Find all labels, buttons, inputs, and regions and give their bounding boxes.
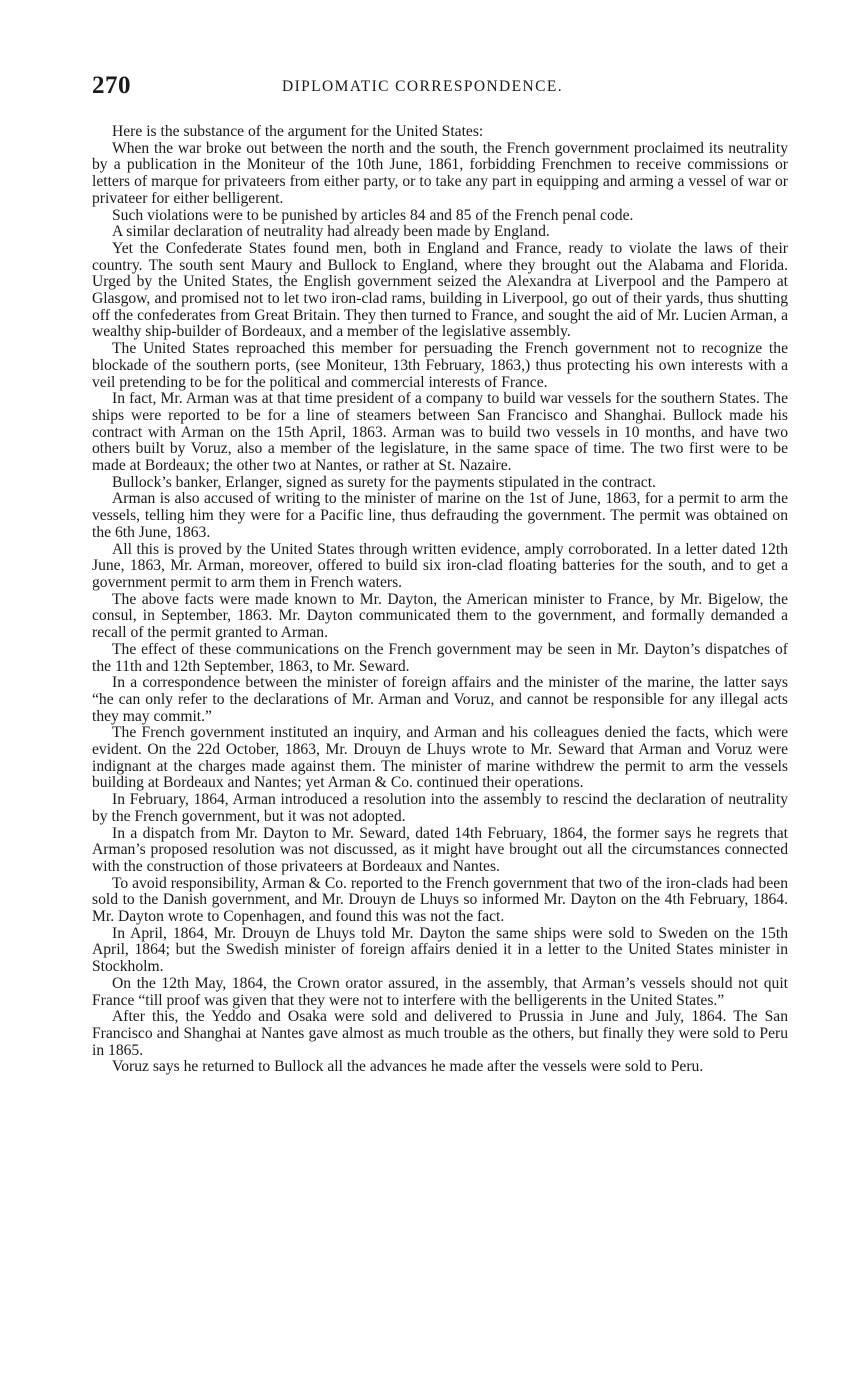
paragraph: All this is proved by the United States through written evidence, amply corroborated. In a letter dated 12th June, 1863, Mr. Arman, moreover, offered to build six iron-clad floating batteries for the south, and to get a government permit to arm them in French waters. <box>92 540 788 591</box>
body-text <box>92 124 788 1076</box>
paragraph: The above facts were made known to Mr. Dayton, the American minister to France, by Mr. Bigelow, the consul, in September, 1863. Mr. Dayton communicated them to the government, and formally demanded a recall of the permit granted to Arman. <box>92 590 788 642</box>
paragraph: On the 12th May, 1864, the Crown orator assured, in the assembly, that Arman’s vessels should not quit France “till proof was given that they were not to interfere with the belligerents in the United States.” <box>92 974 788 1009</box>
paragraph: The French government instituted an inquiry, and Arman and his colleagues denied the facts, which were evident. On the 22d October, 1863, Mr. Drouyn de Lhuys wrote to Mr. Seward that Arman and Voruz were indignant at the charges made against them. The minister of marine withdrew the permit to arm the vessels building at Bordeaux and Nantes; yet Arman & Co. continued their operations. <box>92 724 788 792</box>
paragraph: Arman is also accused of writing to the minister of marine on the 1st of June, 1863, for a permit to arm the vessels, telling him they were for a Pacific line, thus defrauding the government. The permit was obtained on the 6th June, 1863. <box>92 490 788 541</box>
paragraph: A similar declaration of neutrality had already been made by England. <box>112 223 550 241</box>
page-header <box>92 72 788 102</box>
paragraph: Bullock’s banker, Erlanger, signed as surety for the payments stipulated in the contract. <box>112 473 656 491</box>
paragraph: Voruz says he returned to Bullock all the advances he made after the vessels were sold to Peru. <box>112 1058 704 1076</box>
paragraph: In a correspondence between the minister of foreign affairs and the minister of the marine, the latter says “he can only refer to the declarations of Mr. Arman and Voruz, and cannot be responsible for any illegal acts they may commit.” <box>92 674 788 725</box>
running-title: DIPLOMATIC CORRESPONDENCE. <box>282 78 563 95</box>
paragraph: Yet the Confederate States found men, both in England and France, ready to violate the laws of their country. The south sent Maury and Bullock to England, where they brought out the Alabama and Florida. Urged by the United States, the English government seized the Alexandra at Liverpool and the Pampero at Glasgow, and promised not to let two iron-clad rams, building in Liverpool, go out of their yards, thus shutting off the confederates from Great Britain. They then turned to France, and sought the aid of Mr. Lucien Arman, a wealthy ship-builder of Bordeaux, and a member of the legislative assembly. <box>92 239 788 341</box>
paragraph: Here is the substance of the argument for the United States: <box>112 123 484 140</box>
paragraph: In fact, Mr. Arman was at that time president of a company to build war vessels for the southern States. The ships were reported to be for a line of steamers between San Francisco and Shanghai. Bullock made his contract with Arman on the 15th April, 1863. Arman was to build two vessels in 10 months, and have two others built by Voruz, also a member of the legislature, in the same space of time. The two first were to be made at Bordeaux; the other two at Nantes, or rather at St. Nazaire. <box>92 390 788 475</box>
paragraph: To avoid responsibility, Arman & Co. reported to the French government that two of the iron-clads had been sold to the Danish government, and Mr. Drouyn de Lhuys so informed Mr. Dayton on the 4th February, 1864. Mr. Dayton wrote to Copenhagen, and found this was not the fact. <box>92 874 788 926</box>
paragraph: The effect of these communications on the French government may be seen in Mr. Dayton’s dispatches of the 11th and 12th September, 1863, to Mr. Seward. <box>92 640 788 675</box>
paragraph: In February, 1864, Arman introduced a resolution into the assembly to rescind the declaration of neutrality by the French government, but it was not adopted. <box>92 791 788 825</box>
paragraph: When the war broke out between the north and the south, the French government proclaimed its neutrality by a publication in the Moniteur of the 10th June, 1861, forbidding Frenchmen to receive commissions or letters of marque for privateers from either party, or to take any part in equipping and arming a vessel of war or privateer for either belligerent. <box>92 139 788 207</box>
paragraph: After this, the Yeddo and Osaka were sold and delivered to Prussia in June and July, 1864. The San Francisco and Shanghai at Nantes gave almost as much trouble as the others, but finally they were sold to Peru in 1865. <box>92 1008 788 1059</box>
paragraph: The United States reproached this member for persuading the French government not to recognize the blockade of the southern ports, (see Moniteur, 13th February, 1863,) thus protecting his own interests with a veil pretending to be for the political and commercial interests of France. <box>92 340 788 391</box>
paragraph: In April, 1864, Mr. Drouyn de Lhuys told Mr. Dayton the same ships were sold to Sweden on the 15th April, 1864; but the Swedish minister of foreign affairs denied it in a letter to the United States minister in Stockholm. <box>92 924 788 976</box>
page-number: 270 <box>92 72 131 99</box>
paragraph: Such violations were to be punished by articles 84 and 85 of the French penal code. <box>112 206 634 224</box>
paragraph: In a dispatch from Mr. Dayton to Mr. Seward, dated 14th February, 1864, the former says he regrets that Arman’s proposed resolution was not discussed, as it might have brought out all the circumstances connected with the construction of those privateers at Bordeaux and Nantes. <box>92 824 788 875</box>
document-page <box>92 72 788 1076</box>
